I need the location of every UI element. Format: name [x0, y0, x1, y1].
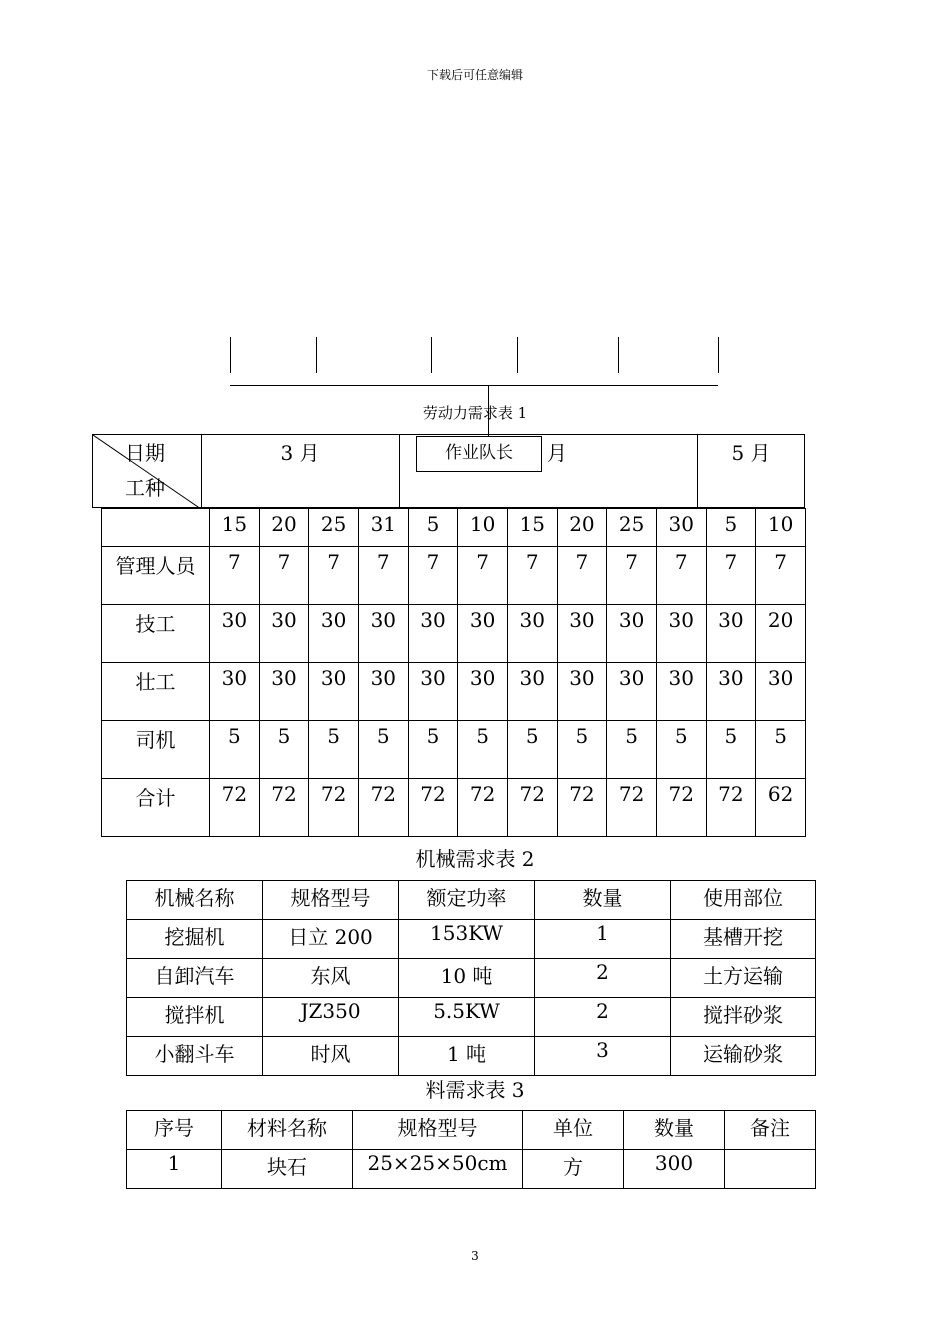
- table-cell: 3: [535, 1037, 671, 1076]
- table-cell: 5: [706, 721, 756, 779]
- corner-label-date: 日期: [125, 441, 165, 465]
- row-label: 管理人员: [102, 547, 210, 605]
- table-cell: 30: [458, 605, 508, 663]
- table-row: [127, 1150, 816, 1189]
- table-cell: 30: [706, 605, 756, 663]
- table-cell: 72: [210, 779, 260, 837]
- table-cell: 30: [408, 605, 458, 663]
- table-row: [102, 509, 806, 547]
- table-row: [102, 547, 806, 605]
- table-cell: 30: [706, 663, 756, 721]
- table-cell: 10 吨: [399, 959, 535, 998]
- org-bus-line: [230, 385, 718, 386]
- machine-table: [126, 880, 816, 1076]
- org-branch-line: [316, 337, 317, 373]
- table-cell: 7: [557, 547, 607, 605]
- table-cell: 30: [507, 605, 557, 663]
- table-cell: 小翻斗车: [127, 1037, 263, 1076]
- org-branch-line: [517, 337, 518, 373]
- table-cell: 东风: [263, 959, 399, 998]
- row-label: 合计: [102, 779, 210, 837]
- org-branch-line: [718, 337, 719, 373]
- table-cell: 30: [607, 605, 657, 663]
- table-cell: 5: [756, 721, 806, 779]
- table-header-row: [127, 1111, 816, 1150]
- table-header-row: [127, 881, 816, 920]
- material-table-caption: 料需求表 3: [425, 1078, 525, 1102]
- table-cell: 2: [535, 998, 671, 1037]
- table-cell: 20: [557, 509, 607, 547]
- table-cell: 62: [756, 779, 806, 837]
- table-cell: 15: [507, 509, 557, 547]
- table-cell: 30: [309, 605, 359, 663]
- table-cell: JZ350: [263, 998, 399, 1037]
- column-header: 规格型号: [263, 881, 399, 920]
- labour-table-caption: 劳动力需求表 1: [422, 404, 528, 422]
- table-cell: 30: [607, 663, 657, 721]
- table-cell: 5: [210, 721, 260, 779]
- table-cell: 30: [756, 663, 806, 721]
- table-cell: 5: [607, 721, 657, 779]
- table-cell: 30: [656, 509, 706, 547]
- month-label: 5 月: [731, 441, 771, 465]
- table-cell: 10: [458, 509, 508, 547]
- table-cell: 基槽开挖: [671, 920, 816, 959]
- table-cell: 72: [458, 779, 508, 837]
- table-cell: 153KW: [399, 920, 535, 959]
- table-cell: 7: [210, 547, 260, 605]
- row-label: 司机: [102, 721, 210, 779]
- column-header: 单位: [523, 1111, 624, 1150]
- column-header: 序号: [127, 1111, 222, 1150]
- table-cell: 30: [210, 663, 260, 721]
- table-cell: 搅拌机: [127, 998, 263, 1037]
- column-header: 额定功率: [399, 881, 535, 920]
- table-cell: 5.5KW: [399, 998, 535, 1037]
- org-branch-line: [431, 337, 432, 373]
- column-header: 机械名称: [127, 881, 263, 920]
- table-cell: 7: [706, 547, 756, 605]
- table-cell: 1: [535, 920, 671, 959]
- table-cell: 15: [210, 509, 260, 547]
- labour-table: [101, 508, 806, 837]
- table-cell: 72: [706, 779, 756, 837]
- org-leader-box: 作业队长: [416, 436, 542, 472]
- table-cell: 30: [458, 663, 508, 721]
- page-number: 3: [471, 1249, 479, 1263]
- table-cell: 方: [523, 1150, 624, 1189]
- table-cell: 72: [309, 779, 359, 837]
- table-cell: 5: [259, 721, 309, 779]
- table-cell: 30: [656, 663, 706, 721]
- table-cell: 25: [309, 509, 359, 547]
- table-cell: 5: [458, 721, 508, 779]
- table-cell: 运输砂浆: [671, 1037, 816, 1076]
- table-cell: 7: [309, 547, 359, 605]
- table-cell: [102, 509, 210, 547]
- table-cell: 5: [656, 721, 706, 779]
- corner-label-trade: 工种: [125, 476, 165, 500]
- table-row: [127, 1037, 816, 1076]
- table-cell: 30: [408, 663, 458, 721]
- table-cell: 时风: [263, 1037, 399, 1076]
- table-cell: 30: [358, 605, 408, 663]
- table-cell: 30: [358, 663, 408, 721]
- table-cell: 7: [607, 547, 657, 605]
- table-cell: 土方运输: [671, 959, 816, 998]
- header-note: 下载后可任意编辑: [426, 68, 523, 82]
- table-cell: 7: [507, 547, 557, 605]
- table-row: [102, 779, 806, 837]
- table-cell: 5: [557, 721, 607, 779]
- row-label: 壮工: [102, 663, 210, 721]
- table-cell: 1 吨: [399, 1037, 535, 1076]
- table-cell: 31: [358, 509, 408, 547]
- table-cell: 10: [756, 509, 806, 547]
- table-cell: 72: [507, 779, 557, 837]
- table-cell: 72: [607, 779, 657, 837]
- table-cell: 300: [624, 1150, 725, 1189]
- table-row: [102, 663, 806, 721]
- table-cell: 30: [210, 605, 260, 663]
- table-cell: 7: [358, 547, 408, 605]
- org-branch-line: [230, 337, 231, 373]
- table-cell: [725, 1150, 816, 1189]
- table-cell: 2: [535, 959, 671, 998]
- table-cell: 20: [259, 509, 309, 547]
- table-cell: 72: [259, 779, 309, 837]
- table-cell: 30: [309, 663, 359, 721]
- column-header: 数量: [624, 1111, 725, 1150]
- table-cell: 5: [408, 721, 458, 779]
- table-cell: 5: [358, 721, 408, 779]
- table-cell: 挖掘机: [127, 920, 263, 959]
- table-cell: 块石: [222, 1150, 353, 1189]
- column-header: 备注: [725, 1111, 816, 1150]
- table-cell: 1: [127, 1150, 222, 1189]
- table-cell: 5: [309, 721, 359, 779]
- column-header: 使用部位: [671, 881, 816, 920]
- table-cell: 30: [557, 663, 607, 721]
- table-cell: 7: [458, 547, 508, 605]
- table-cell: 7: [408, 547, 458, 605]
- table-cell: 30: [259, 605, 309, 663]
- table-cell: 7: [259, 547, 309, 605]
- table-row: [102, 605, 806, 663]
- table-cell: 5: [507, 721, 557, 779]
- table-cell: 日立 200: [263, 920, 399, 959]
- table-cell: 搅拌砂浆: [671, 998, 816, 1037]
- header-separator: [399, 435, 400, 507]
- table-cell: 30: [259, 663, 309, 721]
- table-row: [127, 959, 816, 998]
- table-cell: 自卸汽车: [127, 959, 263, 998]
- table-cell: 5: [706, 509, 756, 547]
- table-cell: 25: [607, 509, 657, 547]
- table-cell: 25×25×50cm: [353, 1150, 523, 1189]
- table-cell: 72: [358, 779, 408, 837]
- row-label: 技工: [102, 605, 210, 663]
- table-cell: 72: [557, 779, 607, 837]
- material-table: [126, 1110, 816, 1189]
- table-cell: 72: [656, 779, 706, 837]
- column-header: 规格型号: [353, 1111, 523, 1150]
- table-cell: 20: [756, 605, 806, 663]
- table-row: [102, 721, 806, 779]
- org-branch-line: [618, 337, 619, 373]
- table-row: [127, 920, 816, 959]
- table-cell: 30: [656, 605, 706, 663]
- month-label: 3 月: [280, 441, 320, 465]
- table-row: [127, 998, 816, 1037]
- month-label: 月: [547, 441, 567, 465]
- machine-table-caption: 机械需求表 2: [415, 847, 535, 871]
- table-cell: 30: [557, 605, 607, 663]
- column-header: 材料名称: [222, 1111, 353, 1150]
- table-cell: 5: [408, 509, 458, 547]
- table-cell: 72: [408, 779, 458, 837]
- column-header: 数量: [535, 881, 671, 920]
- table-cell: 7: [656, 547, 706, 605]
- table-cell: 7: [756, 547, 806, 605]
- table-cell: 30: [507, 663, 557, 721]
